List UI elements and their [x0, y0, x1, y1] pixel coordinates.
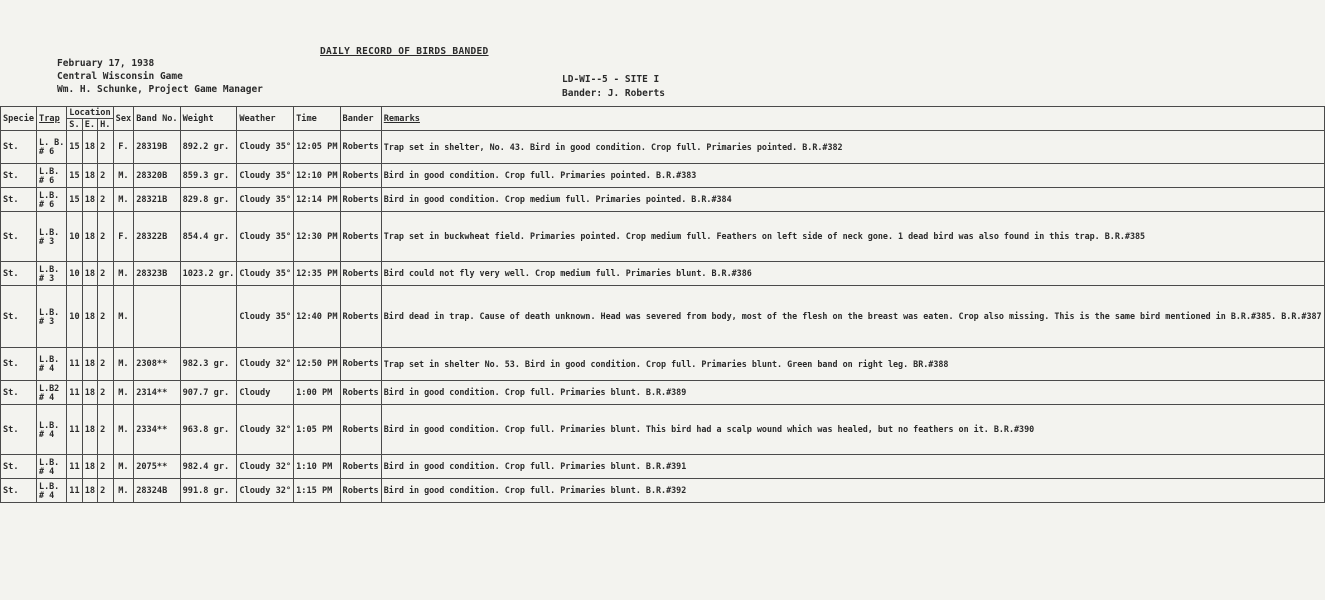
cell-band-no: 28319B: [134, 131, 180, 164]
cell-loc-s: 10: [67, 262, 82, 286]
cell-sex: M.: [113, 164, 134, 188]
col-specie: Specie: [1, 107, 37, 131]
trap-type: L.B.: [39, 456, 60, 467]
cell-band-no: 28324B: [134, 479, 180, 503]
cell-bander: Roberts: [340, 131, 381, 164]
table-row: [1, 212, 1325, 262]
col-time: Time: [294, 107, 340, 131]
trap-type: L.B.: [39, 263, 60, 274]
trap-type: L.B2: [39, 382, 60, 393]
cell-loc-s: 11: [67, 479, 82, 503]
table-row: [1, 348, 1325, 381]
trap-number: # 4: [39, 391, 55, 402]
col-weather: Weather: [237, 107, 294, 131]
cell-bander: Roberts: [340, 188, 381, 212]
col-band-no: Band No.: [134, 107, 180, 131]
cell-sex: M.: [113, 381, 134, 405]
cell-loc-s: 15: [67, 131, 82, 164]
cell-loc-e: 18: [82, 455, 97, 479]
cell-specie: St.: [1, 405, 37, 455]
trap-number: # 3: [39, 315, 55, 326]
table-row: [1, 405, 1325, 455]
cell-sex: F.: [113, 131, 134, 164]
cell-weight: 854.4 gr.: [180, 212, 237, 262]
col-location: Location: [67, 107, 113, 119]
cell-bander: Roberts: [340, 212, 381, 262]
cell-weight: 829.8 gr.: [180, 188, 237, 212]
cell-sex: M.: [113, 479, 134, 503]
trap-type: L.B.: [39, 306, 60, 317]
cell-bander: Roberts: [340, 164, 381, 188]
cell-weather: Cloudy 32°: [237, 455, 294, 479]
cell-band-no: [134, 286, 180, 348]
cell-weight: 892.2 gr.: [180, 131, 237, 164]
cell-trap: [37, 455, 67, 479]
cell-loc-e: 18: [82, 405, 97, 455]
cell-loc-h: 2: [98, 164, 114, 188]
cell-specie: St.: [1, 479, 37, 503]
cell-weather: Cloudy 32°: [237, 348, 294, 381]
trap-type: L.B.: [39, 354, 60, 364]
cell-trap: [37, 405, 67, 455]
cell-specie: St.: [1, 188, 37, 212]
cell-sex: M.: [113, 455, 134, 479]
col-bander: Bander: [340, 107, 381, 131]
cell-sex: M.: [113, 286, 134, 348]
cell-weight: 982.4 gr.: [180, 455, 237, 479]
col-trap: Trap: [37, 107, 67, 131]
cell-bander: Roberts: [340, 455, 381, 479]
organization: Central Wisconsin Game: [57, 71, 183, 82]
cell-loc-s: 11: [67, 455, 82, 479]
cell-weight: 859.3 gr.: [180, 164, 237, 188]
cell-weight: 982.3 gr.: [180, 348, 237, 381]
cell-loc-s: 11: [67, 381, 82, 405]
cell-remarks: Trap set in buckwheat field. Primaries pointed. Crop medium full. Feathers on left side of neck gone. 1 dead bird was also found in this trap. B.R.#385: [381, 212, 1324, 262]
cell-loc-e: 18: [82, 164, 97, 188]
col-weight: Weight: [180, 107, 237, 131]
document-title: DAILY RECORD OF BIRDS BANDED: [320, 46, 489, 57]
cell-loc-s: 15: [67, 188, 82, 212]
col-loc-s: S.: [67, 119, 82, 131]
cell-trap: [37, 381, 67, 405]
cell-loc-h: 2: [98, 455, 114, 479]
cell-trap: [37, 164, 67, 188]
cell-weather: Cloudy 35°: [237, 212, 294, 262]
cell-time: 12:50 PM: [294, 348, 340, 381]
cell-time: 12:05 PM: [294, 131, 340, 164]
cell-band-no: 28323B: [134, 262, 180, 286]
cell-sex: M.: [113, 405, 134, 455]
record-date: February 17, 1938: [57, 58, 155, 69]
cell-loc-e: 18: [82, 188, 97, 212]
cell-bander: Roberts: [340, 262, 381, 286]
cell-loc-h: 2: [98, 381, 114, 405]
cell-remarks: Bird in good condition. Crop full. Primaries pointed. B.R.#383: [381, 164, 1324, 188]
table-row: [1, 262, 1325, 286]
col-loc-e: E.: [82, 119, 97, 131]
cell-weather: Cloudy 35°: [237, 188, 294, 212]
col-remarks: Remarks: [381, 107, 1324, 131]
trap-type: L.B.: [39, 480, 60, 491]
cell-weather: Cloudy 35°: [237, 164, 294, 188]
cell-time: 1:15 PM: [294, 479, 340, 503]
col-loc-h: H.: [98, 119, 114, 131]
trap-type: L.B.: [39, 419, 60, 430]
cell-trap: [37, 348, 67, 381]
cell-time: 1:00 PM: [294, 381, 340, 405]
cell-specie: St.: [1, 455, 37, 479]
cell-band-no: 28322B: [134, 212, 180, 262]
cell-remarks: Bird in good condition. Crop full. Primaries blunt. B.R.#392: [381, 479, 1324, 503]
cell-loc-e: 18: [82, 131, 97, 164]
cell-loc-e: 18: [82, 212, 97, 262]
trap-type: L. B.: [39, 137, 65, 147]
cell-sex: M.: [113, 262, 134, 286]
trap-number: # 6: [39, 174, 55, 185]
cell-weight: 963.8 gr.: [180, 405, 237, 455]
cell-remarks: Bird in good condition. Crop medium full. Primaries pointed. B.R.#384: [381, 188, 1324, 212]
cell-loc-e: 18: [82, 479, 97, 503]
cell-band-no: 2314**: [134, 381, 180, 405]
cell-specie: St.: [1, 164, 37, 188]
cell-band-no: 2308**: [134, 348, 180, 381]
cell-time: 12:10 PM: [294, 164, 340, 188]
table-row: [1, 479, 1325, 503]
cell-weather: Cloudy 35°: [237, 286, 294, 348]
cell-loc-h: 2: [98, 188, 114, 212]
trap-type: L.B.: [39, 189, 60, 200]
cell-time: 12:14 PM: [294, 188, 340, 212]
cell-specie: St.: [1, 262, 37, 286]
cell-time: 1:05 PM: [294, 405, 340, 455]
cell-band-no: 2334**: [134, 405, 180, 455]
trap-number: # 6: [39, 198, 55, 209]
cell-specie: St.: [1, 381, 37, 405]
cell-trap: [37, 286, 67, 348]
cell-bander: Roberts: [340, 286, 381, 348]
cell-loc-h: 2: [98, 405, 114, 455]
cell-weather: Cloudy 32°: [237, 405, 294, 455]
cell-bander: Roberts: [340, 381, 381, 405]
cell-weight: 907.7 gr.: [180, 381, 237, 405]
cell-specie: St.: [1, 212, 37, 262]
table-row: [1, 455, 1325, 479]
cell-loc-e: 18: [82, 381, 97, 405]
cell-weather: Cloudy 32°: [237, 479, 294, 503]
cell-remarks: Bird could not fly very well. Crop medium full. Primaries blunt. B.R.#386: [381, 262, 1324, 286]
cell-remarks: Bird in good condition. Crop full. Primaries blunt. B.R.#389: [381, 381, 1324, 405]
cell-weather: Cloudy: [237, 381, 294, 405]
trap-number: # 4: [39, 363, 55, 373]
cell-remarks: Trap set in shelter No. 53. Bird in good condition. Crop full. Primaries blunt. Green band on right leg. BR.#388: [381, 348, 1324, 381]
cell-trap: [37, 479, 67, 503]
trap-number: # 4: [39, 489, 55, 500]
cell-bander: Roberts: [340, 479, 381, 503]
trap-number: # 3: [39, 235, 55, 246]
cell-loc-e: 18: [82, 348, 97, 381]
cell-band-no: 28320B: [134, 164, 180, 188]
cell-remarks: Bird in good condition. Crop full. Primaries blunt. This bird had a scalp wound which was healed, but no feathers on it. B.R.#390: [381, 405, 1324, 455]
cell-band-no: 2075**: [134, 455, 180, 479]
cell-loc-h: 2: [98, 212, 114, 262]
table-row: [1, 131, 1325, 164]
cell-sex: M.: [113, 188, 134, 212]
cell-sex: M.: [113, 348, 134, 381]
cell-sex: F.: [113, 212, 134, 262]
cell-loc-s: 11: [67, 405, 82, 455]
cell-bander: Roberts: [340, 405, 381, 455]
trap-type: L.B.: [39, 226, 60, 237]
cell-time: 1:10 PM: [294, 455, 340, 479]
cell-trap: [37, 188, 67, 212]
cell-loc-s: 10: [67, 212, 82, 262]
header-left: [57, 57, 263, 96]
trap-number: # 4: [39, 428, 55, 439]
cell-loc-s: 10: [67, 286, 82, 348]
cell-time: 12:35 PM: [294, 262, 340, 286]
cell-specie: St.: [1, 348, 37, 381]
cell-loc-h: 2: [98, 479, 114, 503]
table-row: [1, 188, 1325, 212]
banding-table: [0, 106, 1325, 503]
trap-number: # 4: [39, 465, 55, 476]
cell-bander: Roberts: [340, 348, 381, 381]
cell-loc-s: 15: [67, 164, 82, 188]
cell-trap: [37, 131, 67, 164]
cell-remarks: Trap set in shelter, No. 43. Bird in good condition. Crop full. Primaries pointed. B.R.#382: [381, 131, 1324, 164]
table-row: [1, 381, 1325, 405]
cell-trap: [37, 262, 67, 286]
project-manager: Wm. H. Schunke, Project Game Manager: [57, 84, 263, 95]
cell-trap: [37, 212, 67, 262]
cell-loc-h: 2: [98, 348, 114, 381]
header-right: [562, 73, 665, 101]
trap-number: # 3: [39, 272, 55, 283]
cell-time: 12:40 PM: [294, 286, 340, 348]
cell-band-no: 28321B: [134, 188, 180, 212]
cell-loc-h: 2: [98, 286, 114, 348]
cell-loc-e: 18: [82, 286, 97, 348]
site-code: LD-WI--5 - SITE I: [562, 74, 660, 85]
cell-loc-h: 2: [98, 131, 114, 164]
table-row: [1, 286, 1325, 348]
cell-weight: 1023.2 gr.: [180, 262, 237, 286]
cell-loc-h: 2: [98, 262, 114, 286]
cell-weight: [180, 286, 237, 348]
col-sex: Sex: [113, 107, 134, 131]
trap-type: L.B.: [39, 165, 60, 176]
cell-remarks: Bird dead in trap. Cause of death unknown. Head was severed from body, most of the flesh on the breast was eaten. Crop also missing. This is the same bird mentioned in B.R.#385. B.R.#387: [381, 286, 1324, 348]
cell-weather: Cloudy 35°: [237, 262, 294, 286]
cell-weather: Cloudy 35°: [237, 131, 294, 164]
cell-loc-e: 18: [82, 262, 97, 286]
cell-specie: St.: [1, 286, 37, 348]
cell-weight: 991.8 gr.: [180, 479, 237, 503]
bander-name: Bander: J. Roberts: [562, 88, 665, 99]
cell-specie: St.: [1, 131, 37, 164]
cell-remarks: Bird in good condition. Crop full. Primaries blunt. B.R.#391: [381, 455, 1324, 479]
cell-time: 12:30 PM: [294, 212, 340, 262]
trap-number: # 6: [39, 146, 55, 156]
cell-loc-s: 11: [67, 348, 82, 381]
table-row: [1, 164, 1325, 188]
